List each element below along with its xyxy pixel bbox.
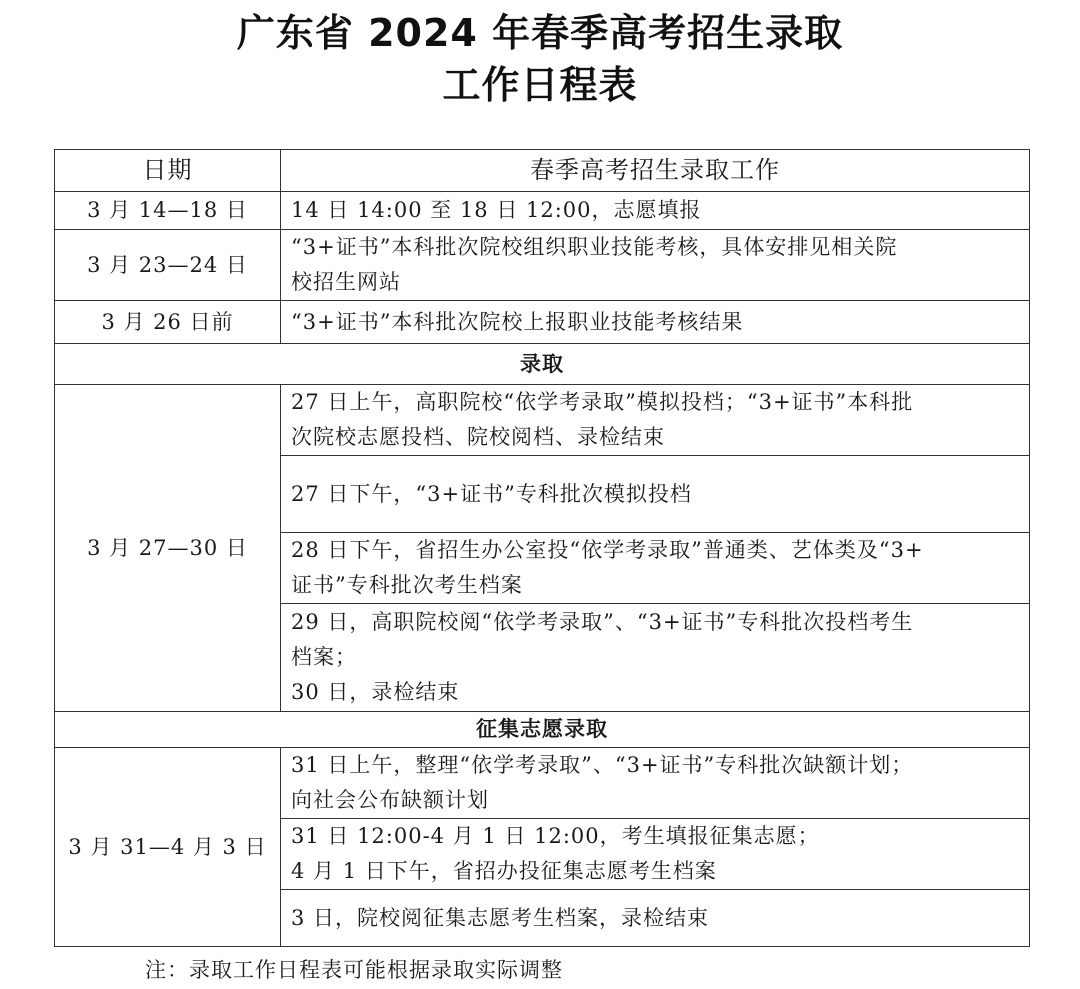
column-header-work: 春季高考招生录取工作 (281, 150, 1030, 192)
work-cell (281, 819, 1030, 890)
schedule-table (54, 149, 1030, 947)
footnote: 注：录取工作日程表可能根据录取实际调整 (145, 958, 563, 982)
date-cell: 3 月 14—18 日 (55, 192, 281, 230)
section-heading-admission: 录取 (55, 344, 1030, 385)
table-row (55, 748, 1030, 819)
work-cell (281, 301, 1030, 344)
work-text: 27 日上午，高职院校“依学考录取”模拟投档；“3+证书”本科批 (291, 390, 914, 414)
work-cell (281, 890, 1030, 947)
work-text: 14 日 14:00 至 18 日 12:00，志愿填报 (291, 198, 702, 222)
work-text: “3+证书”本科批次院校组织职业技能考核，具体安排见相关院 (291, 235, 898, 259)
table-header-row (55, 150, 1030, 192)
work-text: 30 日，录检结束 (291, 680, 460, 704)
page-title-line-2: 工作日程表 (442, 63, 638, 107)
date-cell: 3 月 26 日前 (55, 301, 281, 344)
work-text: 4 月 1 日下午，省招办投征集志愿考生档案 (291, 859, 717, 883)
work-text: 31 日上午，整理“依学考录取”、“3+证书”专科批次缺额计划； (291, 753, 914, 777)
work-text: 向社会公布缺额计划 (291, 788, 489, 812)
work-text: 校招生网站 (291, 270, 401, 294)
work-cell (281, 456, 1030, 533)
work-text: 31 日 12:00-4 月 1 日 12:00，考生填报征集志愿； (291, 824, 820, 848)
date-cell: 3 月 27—30 日 (55, 385, 281, 712)
page-title-line-1: 广东省 2024 年春季高考招生录取 (236, 11, 844, 55)
work-text: 27 日下午，“3+证书”专科批次模拟投档 (291, 481, 692, 506)
work-cell (281, 604, 1030, 712)
work-text: 28 日下午，省招生办公室投“依学考录取”普通类、艺体类及“3+ (291, 538, 924, 562)
column-header-date: 日期 (55, 150, 281, 192)
table-row (55, 230, 1030, 301)
date-cell: 3 月 23—24 日 (55, 230, 281, 301)
table-row (55, 301, 1030, 344)
section-heading-supplementary: 征集志愿录取 (55, 712, 1030, 748)
section-row-admission (55, 344, 1030, 385)
work-text: “3+证书”本科批次院校上报职业技能考核结果 (291, 309, 744, 334)
work-text: 档案； (291, 645, 357, 669)
work-cell (281, 230, 1030, 301)
work-cell (281, 533, 1030, 604)
work-text: 次院校志愿投档、院校阅档、录检结束 (291, 425, 665, 449)
work-text: 证书”专科批次考生档案 (291, 573, 523, 597)
table-row (55, 385, 1030, 456)
work-cell (281, 748, 1030, 819)
table-row (55, 192, 1030, 230)
work-text: 3 日，院校阅征集志愿考生档案，录检结束 (291, 905, 710, 930)
section-row-supplementary (55, 712, 1030, 748)
work-text: 29 日，高职院校阅“依学考录取”、“3+证书”专科批次投档考生 (291, 610, 914, 634)
work-cell (281, 192, 1030, 230)
date-cell: 3 月 31—4 月 3 日 (55, 748, 281, 947)
work-cell (281, 385, 1030, 456)
